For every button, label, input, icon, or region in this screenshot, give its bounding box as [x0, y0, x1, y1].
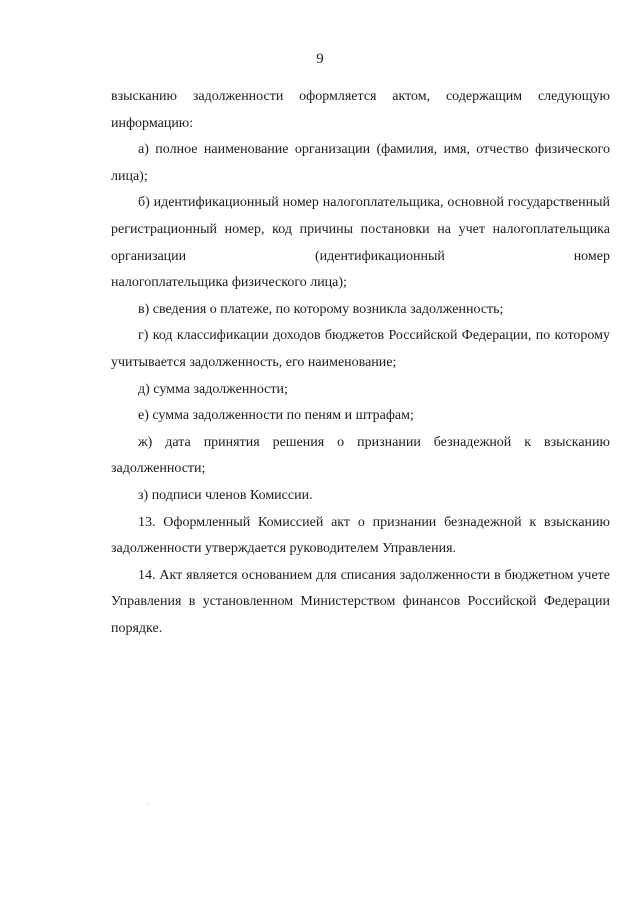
list-item-b-continuation: налогоплательщика физического лица);	[111, 275, 347, 291]
list-item-d: д) сумма задолженности;	[138, 381, 288, 397]
document-body	[111, 84, 610, 642]
list-item-a: а) полное наименование организации (фамилия, имя, отчество физического лица);	[111, 142, 610, 184]
clause-13: 13. Оформленный Комиссией акт о признании безнадежной к взысканию задолженности утверждается руководителем Управления.	[111, 514, 610, 557]
list-item-zh: ж) дата принятия решения о признании безнадежной к взысканию задолженности;	[111, 434, 610, 477]
paragraph-continuation: взысканию задолженности оформляется актом, содержащим следующую информацию:	[111, 89, 610, 131]
list-item-b: б) идентификационный номер налогоплательщика, основной государственный регистрационный номер, код причины постановки на учет налогоплательщика организации (идентификационный номер	[111, 195, 610, 264]
scan-speck	[147, 803, 148, 804]
list-item-e: е) сумма задолженности по пеням и штрафам;	[138, 408, 414, 424]
list-item-z: з) подписи членов Комиссии.	[138, 487, 313, 503]
clause-14: 14. Акт является основанием для списания задолженности в бюджетном учете Управления в установленном Министерством финансов Российской Федерации порядке.	[111, 567, 610, 636]
list-item-g: г) код классификации доходов бюджетов Российской Федерации, по которому учитывается задолженность, его наименование;	[111, 328, 610, 370]
list-item-v: в) сведения о платеже, по которому возникла задолженность;	[138, 301, 504, 317]
page-number: 9	[316, 51, 324, 67]
